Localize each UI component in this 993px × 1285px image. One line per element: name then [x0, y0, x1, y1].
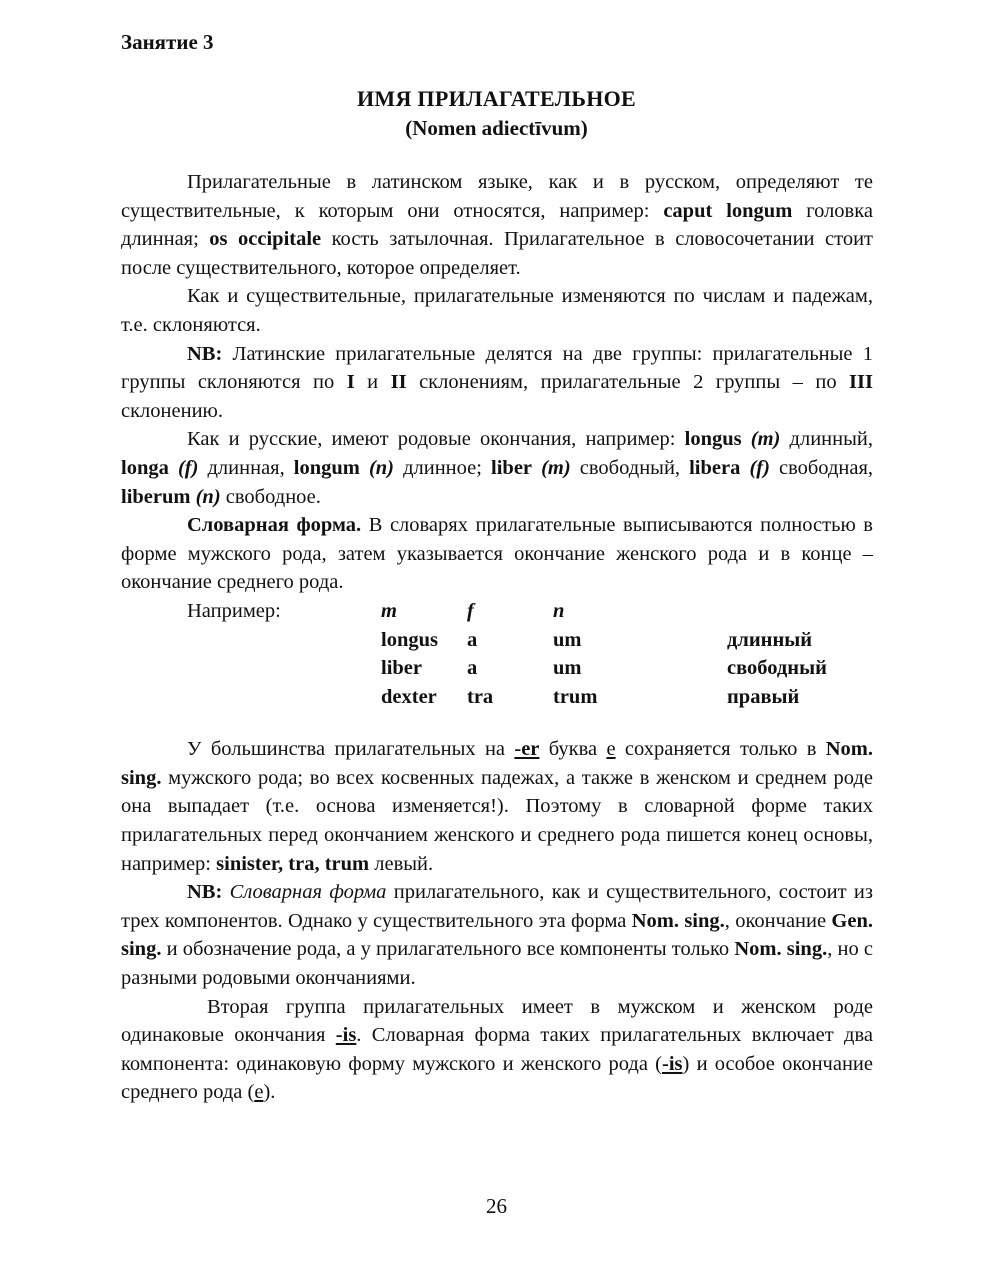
roman-numeral: I	[346, 371, 355, 394]
gender-mark: (m)	[750, 428, 781, 451]
roman-numeral: III	[849, 371, 873, 394]
cell-neuter: um	[553, 628, 582, 651]
paragraph-nb-groups	[121, 340, 873, 426]
cell-neuter: um	[553, 657, 582, 680]
ending: -is	[335, 1024, 357, 1047]
ending: -is	[662, 1052, 683, 1075]
section-label: Занятие 3	[121, 30, 214, 54]
text: Прилагательные в латинском языке, как и в русском, определяют те существительные, к которым они относятся, например:	[121, 171, 873, 222]
text: длинное;	[394, 456, 492, 479]
text: склонениям, прилагательные 2 группы – по	[406, 371, 850, 394]
empty-cell	[187, 683, 381, 712]
grammar-term: Nom. sing.	[734, 938, 828, 961]
text: ) и особое окончание среднего рода (	[121, 1052, 873, 1104]
cell-translation: длинный	[727, 628, 813, 651]
gender-mark: (f)	[749, 456, 770, 479]
cell-feminine: tra	[467, 685, 494, 708]
text: мужского рода; во всех косвенных падежах, а также в женском и среднем роде она выпадает (т.е. основа изменяется!). Поэтому в словарной форме таких прилагательных перед окончанием женского и среднего рода пишется конец основы, например:	[121, 766, 873, 875]
text: . Словарная форма таких прилагательных включает два компонента: одинаковую форму мужского и женского рода (	[121, 1024, 873, 1075]
cell-translation: правый	[727, 685, 800, 708]
text: свободная,	[769, 456, 874, 479]
text: свободное.	[220, 485, 321, 508]
text: длинный,	[780, 428, 873, 451]
text: свободный,	[570, 456, 690, 479]
latin-term: os occipitale	[209, 228, 322, 251]
paragraph-dictionary-form	[121, 511, 873, 597]
cell-feminine: a	[467, 628, 478, 651]
paragraph-declension: Как и существительные, прилагательные изменяются по числам и падежам, т.е. склоняются.	[121, 285, 873, 336]
term-italic: Словарная форма	[229, 881, 387, 904]
text: сохраняется только в	[615, 738, 826, 761]
text: прилагательного, как и существительного, состоит из трех компонентов. Однако у существительного эта форма	[121, 881, 873, 932]
text: Вторая группа прилагательных имеет в мужском и женском роде одинаковые окончания	[121, 995, 873, 1047]
paragraph-gender-endings	[121, 425, 873, 511]
paragraph-intro	[121, 168, 873, 282]
letter: e	[606, 738, 616, 761]
text: левый.	[369, 852, 434, 875]
header-feminine: f	[467, 599, 474, 622]
latin-term: liberum	[121, 485, 191, 508]
latin-term: liber	[491, 456, 533, 479]
page-number: 26	[486, 1194, 507, 1218]
gender-mark: (n)	[368, 456, 395, 479]
empty-cell	[187, 654, 381, 683]
gender-mark: (n)	[195, 485, 221, 508]
ending: e	[254, 1081, 264, 1104]
text: Как и русские, имеют родовые окончания, например:	[187, 428, 685, 451]
gender-mark: (m)	[541, 456, 571, 479]
term-heading: Словарная форма.	[187, 514, 362, 537]
ending: -er	[514, 738, 540, 761]
text: У большинства прилагательных на	[187, 738, 515, 761]
paragraph-nb-dictionary	[121, 878, 873, 992]
body-text	[121, 168, 873, 1107]
header-neuter: n	[553, 599, 565, 622]
text: ).	[263, 1081, 276, 1104]
example-table	[187, 597, 873, 711]
grammar-term: Nom. sing.	[121, 738, 873, 789]
grammar-term: Nom. sing.	[631, 909, 725, 932]
nb-marker: NB:	[187, 342, 223, 365]
header-masculine: m	[381, 599, 397, 622]
cell-masculine: liber	[381, 657, 422, 680]
page-subtitle: (Nomen adiectīvum)	[405, 116, 588, 140]
empty-cell	[727, 597, 939, 626]
text: В словарях прилагательные выписываются полностью в форме мужского рода, затем указывается окончание женского рода и в конце – окончание среднего рода.	[121, 514, 873, 594]
grammar-term: Gen. sing.	[121, 909, 873, 961]
nb-marker: NB:	[187, 881, 223, 904]
text: и обозначение рода, а у прилагательного все компоненты только	[161, 938, 735, 961]
page-title: ИМЯ ПРИЛАГАТЕЛЬНОЕ	[356, 86, 637, 111]
text: , но с разными родовыми окончаниями.	[121, 938, 873, 990]
cell-masculine: longus	[381, 628, 438, 651]
roman-numeral: II	[390, 371, 407, 394]
example-label: Например:	[187, 599, 281, 622]
text: , окончание	[724, 909, 832, 932]
text: кость затылочная. Прилагательное в словосочетании стоит после существительного, которое определяет.	[121, 228, 873, 279]
latin-term: longus	[684, 428, 742, 451]
empty-cell	[187, 626, 381, 655]
title-block	[0, 86, 993, 141]
cell-translation: свободный	[727, 657, 827, 680]
cell-masculine: dexter	[381, 685, 437, 708]
text: Латинские прилагательные делятся на две группы: прилагательные 1 группы склоняются по	[121, 342, 873, 394]
text: длинная,	[198, 456, 294, 479]
latin-term: longa	[121, 456, 169, 479]
latin-term: sinister, tra, trum	[216, 852, 370, 875]
paragraph-second-group	[121, 993, 873, 1107]
latin-term: longum	[293, 456, 360, 479]
paragraph-er-adjectives	[121, 735, 873, 878]
latin-term: libera	[689, 456, 741, 479]
cell-feminine: a	[467, 657, 478, 680]
latin-term: caput longum	[663, 199, 793, 222]
gender-mark: (f)	[177, 456, 199, 479]
text: буква	[539, 738, 607, 761]
text: склонению.	[121, 399, 223, 422]
text: головка длинная;	[121, 199, 873, 251]
cell-neuter: trum	[553, 685, 598, 708]
text: и	[354, 371, 391, 394]
